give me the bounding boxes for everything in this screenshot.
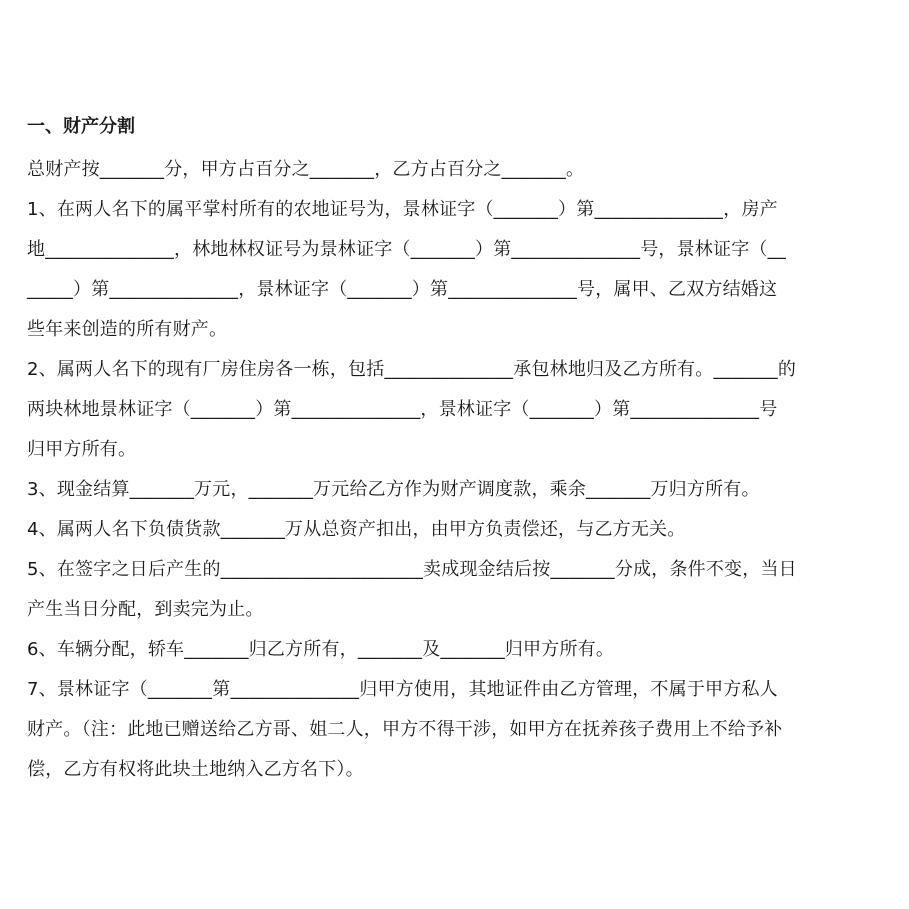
document-line: 产生当日分配，到卖完为止。: [27, 599, 264, 620]
document-line: 1、在两人名下的属平掌村所有的农地证号为，景林证字（_______）第______________，房产: [27, 199, 778, 220]
document-line: _____）第______________，景林证字（_______）第______________号，属甲、乙双方结婚这: [27, 279, 778, 300]
document-line: 财产。（注：此地已赠送给乙方哥、姐二人，甲方不得干涉，如甲方在抚养孩子费用上不给予补: [27, 719, 783, 740]
document-line: 4、属两人名下负债货款_______万从总资产扣出，由甲方负责偿还，与乙方无关。: [27, 519, 686, 540]
document-line: 7、景林证字（_______第______________归甲方使用，其地证件由乙方管理，不属于甲方私人: [27, 679, 778, 700]
document-line: 些年来创造的所有财产。: [27, 319, 228, 340]
document-line: 地______________，林地林权证号为景林证字（_______）第______________号，景林证字（__: [27, 239, 786, 260]
document-line: 3、现金结算_______万元，_______万元给乙方作为财产调度款，乘余_______万归方所有。: [27, 479, 760, 500]
document-line: 6、车辆分配，轿车_______归乙方所有，_______及_______归甲方所有。: [27, 639, 615, 660]
document-line: 偿，乙方有权将此块土地纳入乙方名下）。: [27, 759, 364, 780]
document-line: 5、在签字之日后产生的______________________卖成现金结后按_______分成，条件不变，当日: [27, 559, 797, 580]
document-line: 总财产按_______分，甲方占百分之_______，乙方占百分之_______。: [27, 159, 585, 180]
document-line: 归甲方所有。: [27, 439, 137, 460]
document-line: 两块林地景林证字（_______）第______________，景林证字（_______）第______________号: [27, 399, 778, 420]
section-title: 一、财产分割: [27, 116, 135, 137]
document-body: [27, 112, 867, 790]
document-line: 2、属两人名下的现有厂房住房各一栋，包括______________承包林地归及乙方所有。_______的: [27, 359, 797, 380]
